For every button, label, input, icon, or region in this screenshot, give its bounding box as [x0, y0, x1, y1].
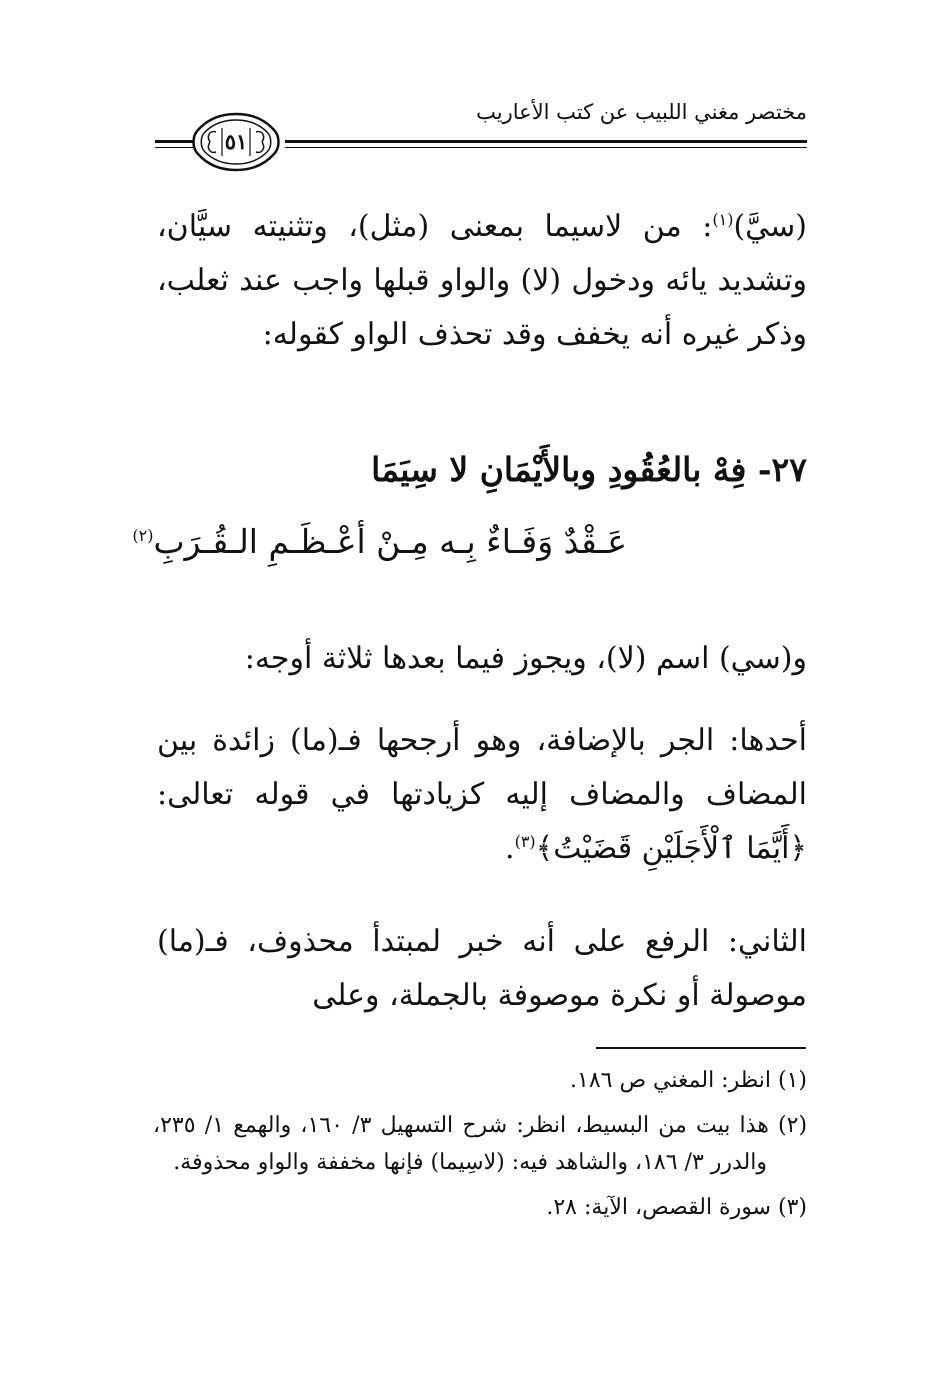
header-rule-left-thick — [155, 140, 193, 143]
verse-line-2 — [132, 522, 627, 561]
verse-hemistich-1: فِهْ بالعُقُودِ وبالأَيْمَانِ لا سِيَمَا — [371, 450, 747, 489]
verse-hemistich-2: عَـقْدٌ وَفَـاءٌ بِـه مِـنْ أعْـظَـمِ الـقُـرَبِ — [153, 522, 627, 561]
first-aspect-end: . — [505, 831, 515, 866]
running-header-title: مختصر مغني اللبيب عن كتب الأعاريب — [476, 100, 807, 124]
footnotes — [153, 1062, 807, 1234]
footnote-ref-3: (٣) — [514, 832, 536, 851]
header-rule-thick — [285, 140, 807, 143]
footnote-ref-1: (١) — [712, 210, 734, 229]
footnote-separator — [596, 1047, 806, 1049]
paragraph-three-aspects: و(سي) اسم (لا)، ويجوز فيما بعدها ثلاثة أوجه: — [244, 641, 807, 676]
verse-number: ٢٧- — [757, 450, 807, 489]
paragraph-first-aspect — [157, 714, 807, 876]
footnote-ref-2: (٢) — [132, 526, 154, 545]
footnote-2: (٢) هذا بيت من البسيط، انظر: شرح التسهيل ٣/ ١٦٠، والهمع ١/ ٢٣٥، والدرر ٣/ ١٨٦، والشاهد فيه: (لاسِيما) فإنها مخففة والواو محذوفة. — [153, 1113, 808, 1175]
verse-line-1 — [371, 450, 807, 489]
definition-text: : من لاسيما بمعنى (مثل)، وتثنيته سيَّان، وتشديد يائه ودخول (لا) والواو قبلها واجب عند ثعلب، وذكر غيره أنه يخفف وقد تحذف الواو كقوله: — [157, 209, 807, 352]
first-aspect-text: أحدها: الجر بالإضافة، وهو أرجحها فـ(ما) زائدة بين المضاف والمضاف إليه كزيادتها في قوله تعالى: ﴿أَيَّمَا ٱلْأَجَلَيْنِ قَضَيْتُ﴾ — [157, 723, 807, 866]
page-number-badge — [190, 112, 282, 172]
header-rule-thin — [285, 147, 807, 148]
footnote-3: (٣) سورة القصص، الآية: ٢٨. — [546, 1195, 807, 1220]
paragraph-second-aspect: الثاني: الرفع على أنه خبر لمبتدأ محذوف، فـ(ما) موصولة أو نكرة موصوفة بالجملة، وعلى — [157, 924, 807, 1013]
paragraph-definition — [157, 200, 807, 362]
page-number: ٥١ — [224, 129, 248, 154]
header-rule-left-thin — [155, 147, 193, 148]
term: (سيَّ) — [733, 209, 807, 244]
footnote-1: (١) انظر: المغني ص ١٨٦. — [570, 1068, 807, 1093]
